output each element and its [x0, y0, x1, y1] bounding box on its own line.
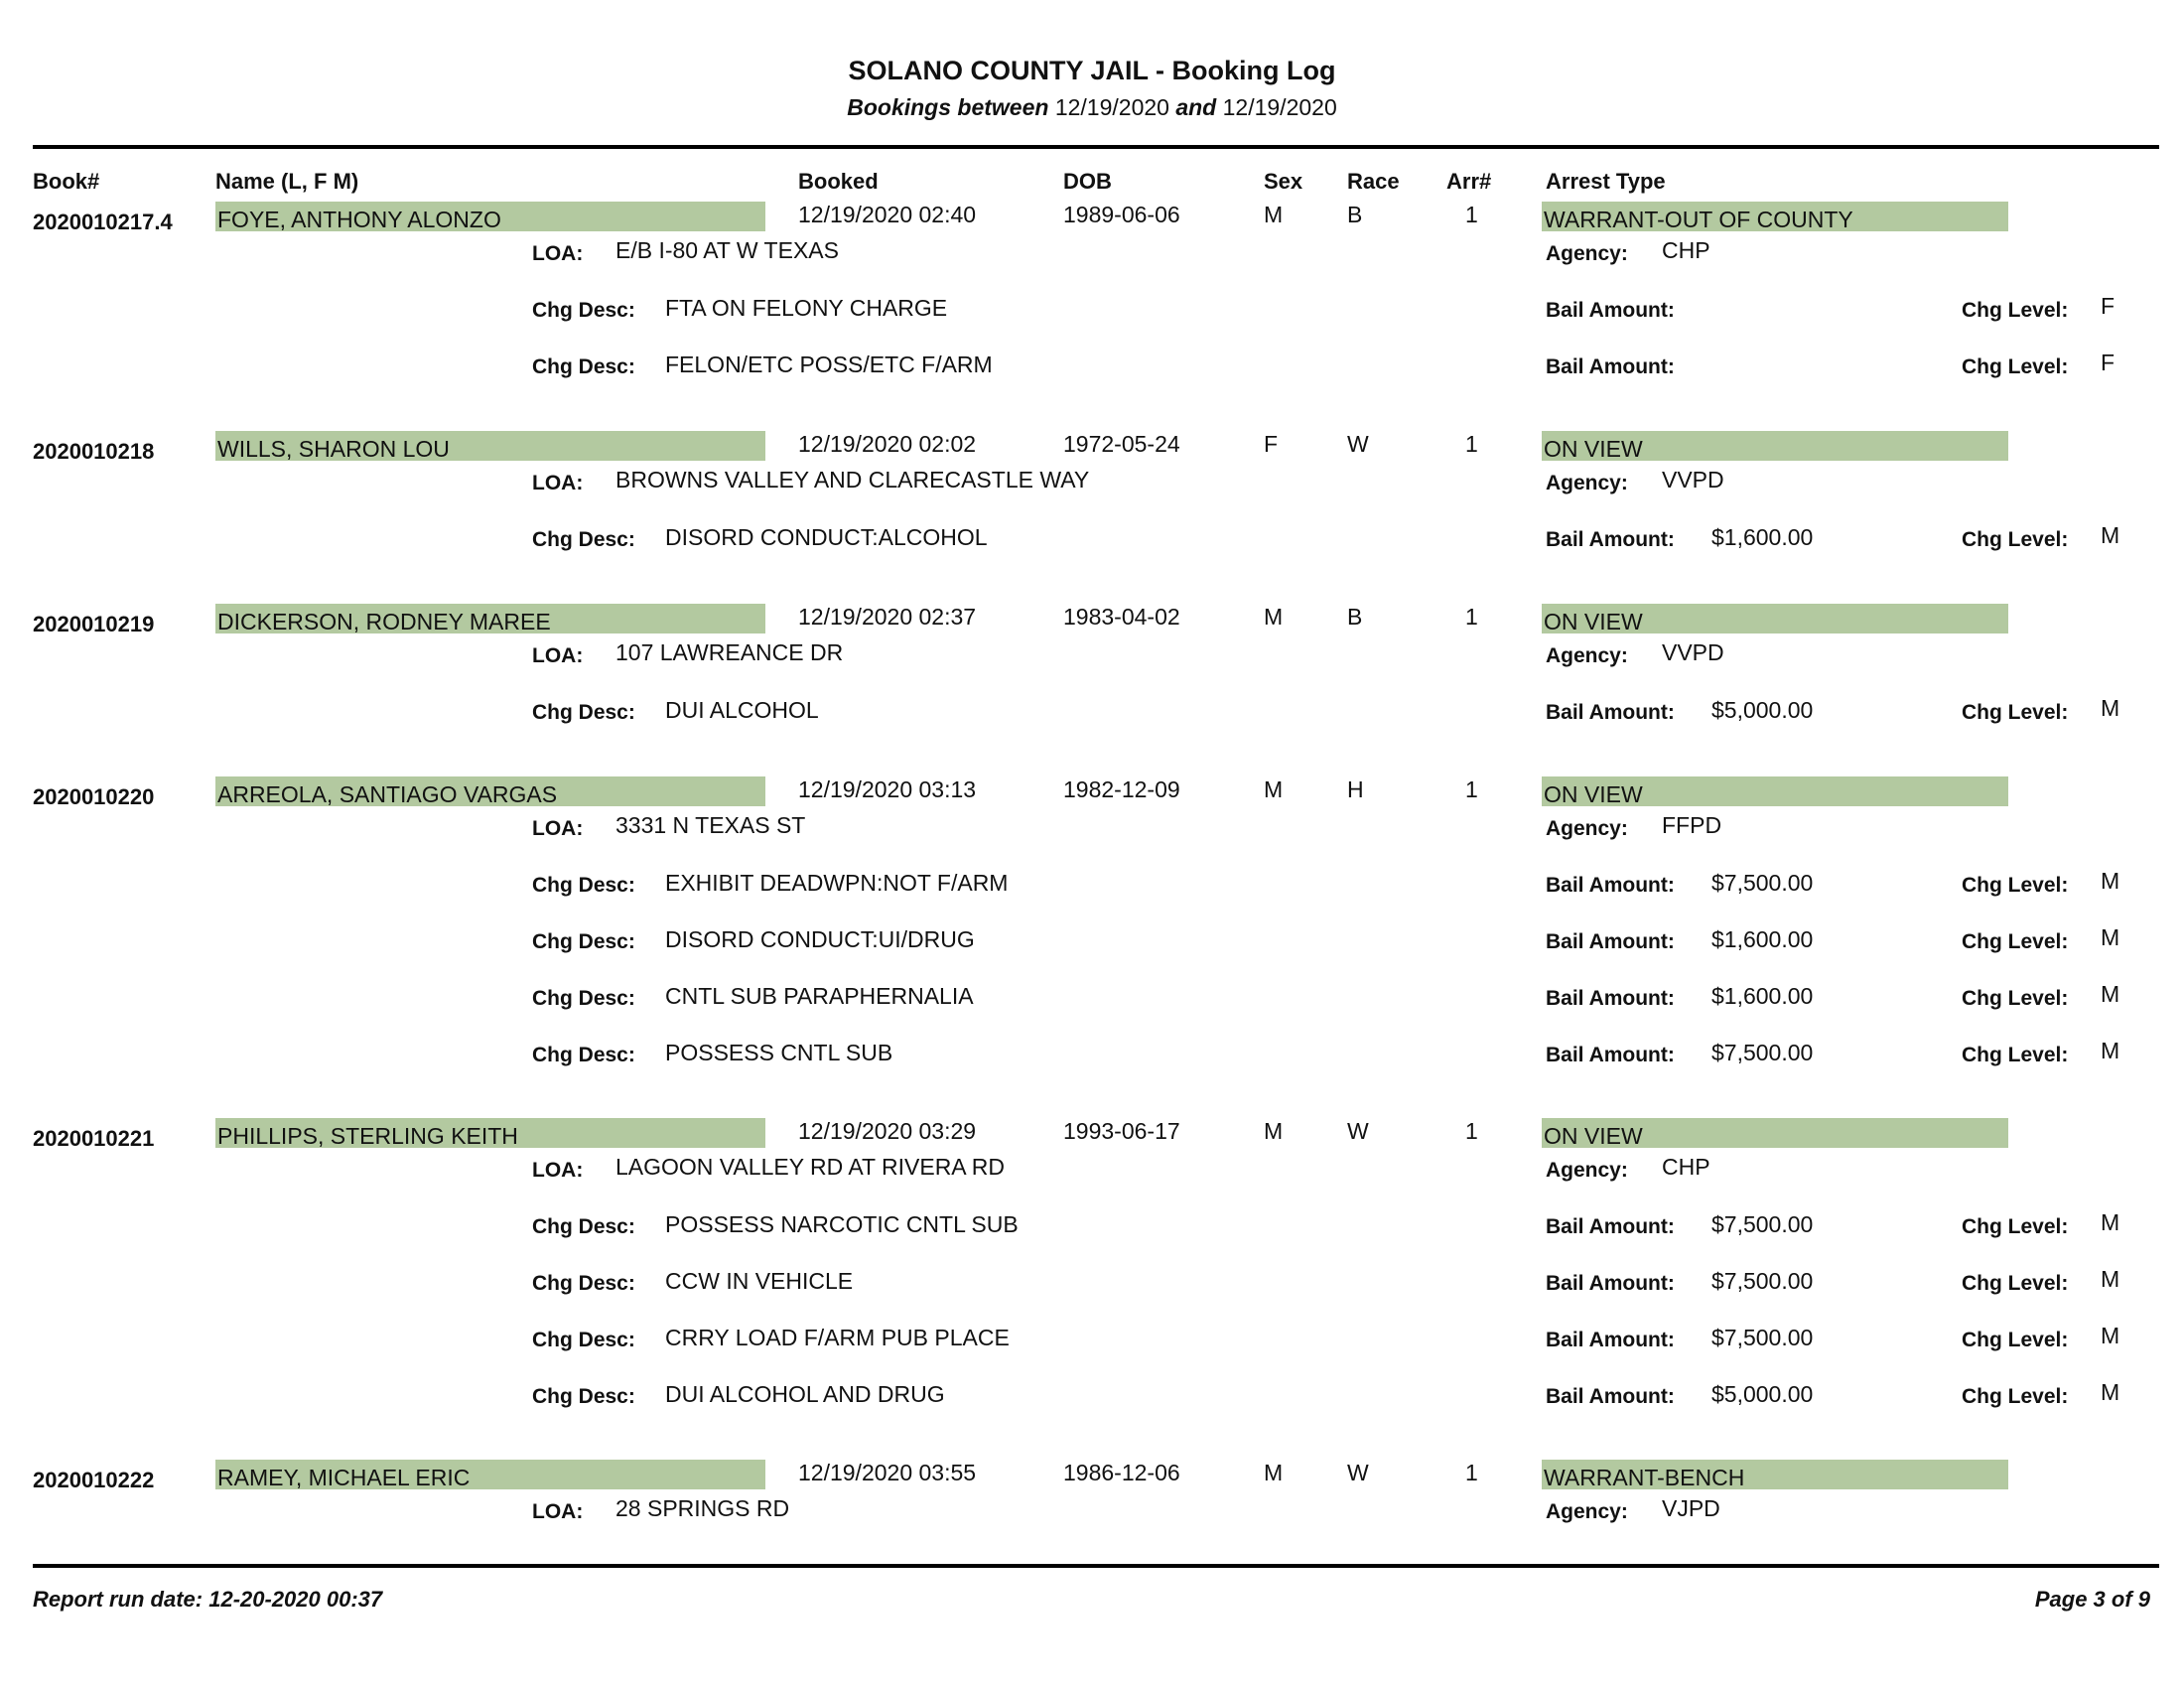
- subtitle-prefix: Bookings between: [847, 94, 1049, 120]
- loa-label: LOA:: [532, 242, 584, 265]
- bail-amount-label: Bail Amount:: [1546, 1215, 1675, 1238]
- arrest-number: 1: [1465, 202, 1478, 227]
- date-of-birth: 1983-04-02: [1063, 604, 1180, 630]
- sex-value: F: [1264, 431, 1279, 457]
- charge-desc-label: Chg Desc:: [532, 1329, 635, 1351]
- charge-level-label: Chg Level:: [1962, 1385, 2069, 1408]
- agency-label: Agency:: [1546, 472, 1628, 494]
- inmate-name: WILLS, SHARON LOU: [215, 431, 765, 461]
- charge-level-label: Chg Level:: [1962, 299, 2069, 322]
- race-value: B: [1347, 604, 1363, 630]
- bail-amount-label: Bail Amount:: [1546, 987, 1675, 1010]
- arrest-type: ON VIEW: [1542, 604, 2008, 633]
- loa-value: BROWNS VALLEY AND CLARECASTLE WAY: [615, 467, 1090, 492]
- book-number: 2020010218: [33, 439, 155, 464]
- charge-level-label: Chg Level:: [1962, 874, 2069, 897]
- charge-desc-label: Chg Desc:: [532, 528, 635, 551]
- book-number: 2020010221: [33, 1126, 155, 1151]
- agency-value: VVPD: [1662, 639, 1724, 665]
- column-header-arrest-type: Arrest Type: [1546, 169, 1666, 194]
- date-of-birth: 1972-05-24: [1063, 431, 1180, 457]
- charge-level-label: Chg Level:: [1962, 1044, 2069, 1066]
- charge-level-label: Chg Level:: [1962, 1272, 2069, 1295]
- bail-amount-label: Bail Amount:: [1546, 874, 1675, 897]
- book-number: 2020010220: [33, 784, 155, 809]
- arrest-type: ON VIEW: [1542, 1118, 2008, 1148]
- inmate-name: PHILLIPS, STERLING KEITH: [215, 1118, 765, 1148]
- charge-desc-label: Chg Desc:: [532, 874, 635, 897]
- charge-description: CRRY LOAD F/ARM PUB PLACE: [665, 1325, 1010, 1350]
- arrest-number: 1: [1465, 604, 1478, 630]
- sex-value: M: [1264, 604, 1284, 630]
- charge-description: DISORD CONDUCT:ALCOHOL: [665, 524, 988, 550]
- loa-label: LOA:: [532, 644, 584, 667]
- loa-label: LOA:: [532, 817, 584, 840]
- charge-description: DUI ALCOHOL: [665, 697, 819, 723]
- bail-amount-value: $7,500.00: [1711, 1040, 1814, 1065]
- report-subtitle: [0, 94, 2184, 121]
- booked-datetime: 12/19/2020 02:40: [798, 202, 977, 227]
- charge-description: FTA ON FELONY CHARGE: [665, 295, 948, 321]
- column-header-arr: Arr#: [1446, 169, 1492, 194]
- bail-amount-value: $7,500.00: [1711, 870, 1814, 896]
- agency-value: VVPD: [1662, 467, 1724, 492]
- bail-amount-value: $7,500.00: [1711, 1325, 1814, 1350]
- loa-value: 3331 N TEXAS ST: [615, 812, 806, 838]
- bail-amount-value: $5,000.00: [1711, 697, 1814, 723]
- charge-level-value: M: [2101, 522, 2120, 548]
- bail-amount-label: Bail Amount:: [1546, 1385, 1675, 1408]
- sex-value: M: [1264, 202, 1284, 227]
- bail-amount-label: Bail Amount:: [1546, 1272, 1675, 1295]
- inmate-name: DICKERSON, RODNEY MAREE: [215, 604, 765, 633]
- charge-description: CNTL SUB PARAPHERNALIA: [665, 983, 974, 1009]
- column-header-race: Race: [1347, 169, 1400, 194]
- column-header-dob: DOB: [1063, 169, 1112, 194]
- charge-description: FELON/ETC POSS/ETC F/ARM: [665, 352, 993, 377]
- booked-datetime: 12/19/2020 02:37: [798, 604, 977, 630]
- agency-value: CHP: [1662, 237, 1710, 263]
- arrest-number: 1: [1465, 1460, 1478, 1485]
- arrest-type: WARRANT-BENCH: [1542, 1460, 2008, 1489]
- booked-datetime: 12/19/2020 03:29: [798, 1118, 977, 1144]
- arrest-type: ON VIEW: [1542, 776, 2008, 806]
- bail-amount-label: Bail Amount:: [1546, 355, 1675, 378]
- charge-desc-label: Chg Desc:: [532, 1044, 635, 1066]
- charge-description: DISORD CONDUCT:UI/DRUG: [665, 926, 975, 952]
- booked-datetime: 12/19/2020 03:55: [798, 1460, 977, 1485]
- loa-label: LOA:: [532, 1159, 584, 1182]
- date-from: 12/19/2020: [1054, 94, 1169, 120]
- charge-level-label: Chg Level:: [1962, 355, 2069, 378]
- arrest-number: 1: [1465, 776, 1478, 802]
- race-value: B: [1347, 202, 1363, 227]
- charge-level-value: F: [2101, 293, 2116, 319]
- agency-label: Agency:: [1546, 817, 1628, 840]
- race-value: H: [1347, 776, 1364, 802]
- column-header-name: Name (L, F M): [215, 169, 359, 194]
- loa-value: LAGOON VALLEY RD AT RIVERA RD: [615, 1154, 1005, 1180]
- bail-amount-value: $7,500.00: [1711, 1268, 1814, 1294]
- charge-level-value: M: [2101, 1209, 2120, 1235]
- book-number: 2020010219: [33, 612, 155, 636]
- bail-amount-label: Bail Amount:: [1546, 299, 1675, 322]
- bail-amount-label: Bail Amount:: [1546, 930, 1675, 953]
- bail-amount-value: $1,600.00: [1711, 983, 1814, 1009]
- charge-desc-label: Chg Desc:: [532, 987, 635, 1010]
- charge-description: EXHIBIT DEADWPN:NOT F/ARM: [665, 870, 1009, 896]
- charge-desc-label: Chg Desc:: [532, 1272, 635, 1295]
- bail-amount-value: $7,500.00: [1711, 1211, 1814, 1237]
- column-header-book: Book#: [33, 169, 100, 194]
- charge-level-label: Chg Level:: [1962, 987, 2069, 1010]
- bail-amount-value: $1,600.00: [1711, 926, 1814, 952]
- agency-value: FFPD: [1662, 812, 1722, 838]
- arrest-number: 1: [1465, 1118, 1478, 1144]
- charge-level-value: M: [2101, 1323, 2120, 1348]
- charge-desc-label: Chg Desc:: [532, 701, 635, 724]
- charge-description: CCW IN VEHICLE: [665, 1268, 854, 1294]
- charge-description: DUI ALCOHOL AND DRUG: [665, 1381, 945, 1407]
- report-run-date: Report run date: 12-20-2020 00:37: [33, 1587, 383, 1612]
- charge-level-value: M: [2101, 868, 2120, 894]
- bail-amount-value: $1,600.00: [1711, 524, 1814, 550]
- charge-level-value: M: [2101, 924, 2120, 950]
- charge-desc-label: Chg Desc:: [532, 1215, 635, 1238]
- charge-level-value: M: [2101, 1038, 2120, 1063]
- loa-label: LOA:: [532, 472, 584, 494]
- charge-level-label: Chg Level:: [1962, 528, 2069, 551]
- race-value: W: [1347, 431, 1369, 457]
- sex-value: M: [1264, 1118, 1284, 1144]
- date-of-birth: 1989-06-06: [1063, 202, 1180, 227]
- column-header-sex: Sex: [1264, 169, 1303, 194]
- booked-datetime: 12/19/2020 02:02: [798, 431, 977, 457]
- book-number: 2020010217.4: [33, 210, 173, 234]
- agency-label: Agency:: [1546, 644, 1628, 667]
- charge-desc-label: Chg Desc:: [532, 355, 635, 378]
- page-number: Page 3 of 9: [2034, 1587, 2150, 1612]
- charge-level-value: M: [2101, 981, 2120, 1007]
- charge-level-label: Chg Level:: [1962, 701, 2069, 724]
- bail-amount-label: Bail Amount:: [1546, 1329, 1675, 1351]
- arrest-number: 1: [1465, 431, 1478, 457]
- inmate-name: ARREOLA, SANTIAGO VARGAS: [215, 776, 765, 806]
- inmate-name: FOYE, ANTHONY ALONZO: [215, 202, 765, 231]
- column-header-booked: Booked: [798, 169, 879, 194]
- bottom-rule: [33, 1564, 2159, 1568]
- charge-desc-label: Chg Desc:: [532, 930, 635, 953]
- agency-value: VJPD: [1662, 1495, 1720, 1521]
- loa-label: LOA:: [532, 1500, 584, 1523]
- report-title: SOLANO COUNTY JAIL - Booking Log: [848, 56, 1336, 85]
- charge-description: POSSESS NARCOTIC CNTL SUB: [665, 1211, 1019, 1237]
- sex-value: M: [1264, 1460, 1284, 1485]
- loa-value: 28 SPRINGS RD: [615, 1495, 790, 1521]
- date-to: 12/19/2020: [1222, 94, 1337, 120]
- charge-level-value: M: [2101, 695, 2120, 721]
- charge-level-value: M: [2101, 1379, 2120, 1405]
- race-value: W: [1347, 1118, 1369, 1144]
- bail-amount-label: Bail Amount:: [1546, 1044, 1675, 1066]
- agency-value: CHP: [1662, 1154, 1710, 1180]
- arrest-type: WARRANT-OUT OF COUNTY: [1542, 202, 2008, 231]
- charge-desc-label: Chg Desc:: [532, 1385, 635, 1408]
- charge-desc-label: Chg Desc:: [532, 299, 635, 322]
- agency-label: Agency:: [1546, 1500, 1628, 1523]
- charge-level-value: M: [2101, 1266, 2120, 1292]
- book-number: 2020010222: [33, 1468, 155, 1492]
- agency-label: Agency:: [1546, 242, 1628, 265]
- charge-level-label: Chg Level:: [1962, 1329, 2069, 1351]
- date-of-birth: 1982-12-09: [1063, 776, 1180, 802]
- arrest-type: ON VIEW: [1542, 431, 2008, 461]
- booked-datetime: 12/19/2020 03:13: [798, 776, 977, 802]
- charge-level-label: Chg Level:: [1962, 930, 2069, 953]
- loa-value: E/B I-80 AT W TEXAS: [615, 237, 839, 263]
- charge-level-value: F: [2101, 350, 2116, 375]
- loa-value: 107 LAWREANCE DR: [615, 639, 844, 665]
- bail-amount-value: $5,000.00: [1711, 1381, 1814, 1407]
- top-rule: [33, 145, 2159, 149]
- charge-level-label: Chg Level:: [1962, 1215, 2069, 1238]
- date-of-birth: 1993-06-17: [1063, 1118, 1180, 1144]
- subtitle-and: and: [1175, 94, 1217, 120]
- agency-label: Agency:: [1546, 1159, 1628, 1182]
- date-of-birth: 1986-12-06: [1063, 1460, 1180, 1485]
- bail-amount-label: Bail Amount:: [1546, 528, 1675, 551]
- inmate-name: RAMEY, MICHAEL ERIC: [215, 1460, 765, 1489]
- race-value: W: [1347, 1460, 1369, 1485]
- charge-description: POSSESS CNTL SUB: [665, 1040, 893, 1065]
- sex-value: M: [1264, 776, 1284, 802]
- bail-amount-label: Bail Amount:: [1546, 701, 1675, 724]
